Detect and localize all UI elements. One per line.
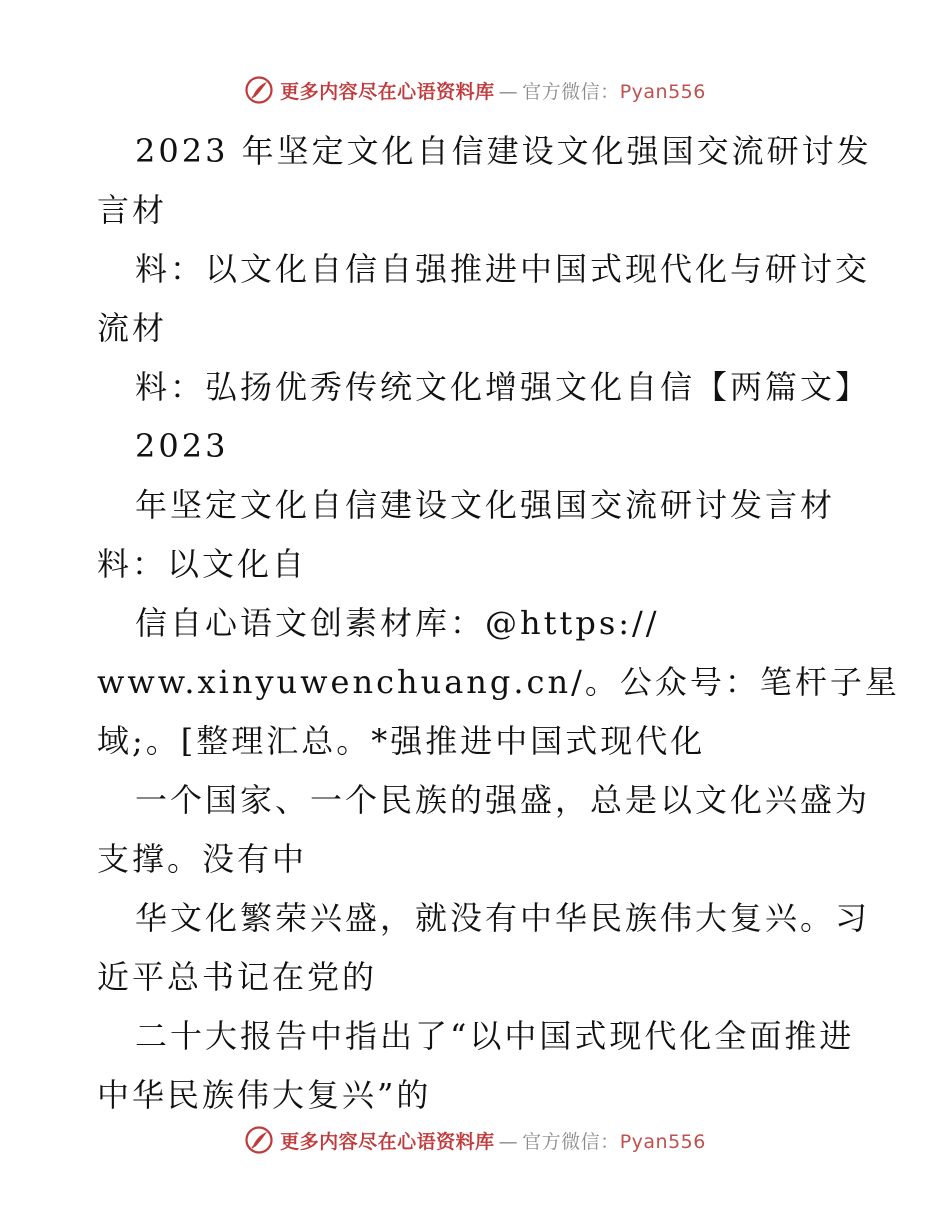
text-line: 近平总书记在党的 [97,958,378,996]
text-line: 料：以文化自信自强推进中国式现代化与研讨交 [135,250,871,288]
text-line: www.xinyuwenchuang.cn/。公众号：笔杆子星 [97,663,900,701]
watermark-wechat-id: Pyan556 [619,80,706,103]
text-line: 中华民族伟大复兴”的 [97,1076,432,1114]
watermark-wechat-label: 官方微信： [522,1130,620,1153]
text-line: 华文化繁荣兴盛，就没有中华民族伟大复兴。习 [135,899,871,937]
text-line: 2023 [135,427,229,465]
watermark-wechat-id: Pyan556 [619,1130,706,1153]
text-line: 2023 年坚定文化自信建设文化强国交流研讨发 [135,132,872,170]
header-watermark [0,70,950,110]
text-line: 支撑。没有中 [97,840,308,878]
text-line: 流材 [97,309,168,347]
text-line: 一个国家、一个民族的强盛，总是以文化兴盛为 [135,781,871,819]
watermark-wechat-label: 官方微信： [522,80,620,103]
text-line: 二十大报告中指出了“以中国式现代化全面推进 [135,1017,855,1055]
text-line: 料：弘扬优秀传统文化增强文化自信【两篇文】 [135,368,871,406]
watermark-main-text: 更多内容尽在心语资料库 [280,1130,495,1153]
quill-circle-logo-icon [244,1125,274,1155]
text-line: 言材 [97,191,168,229]
text-line: 料：以文化自 [97,545,308,583]
text-line: 域;。[整理汇总。*强推进中国式现代化 [97,722,706,760]
watermark-dash: — [498,1130,519,1153]
watermark-dash: — [498,80,519,103]
footer-watermark [0,1120,950,1160]
quill-circle-logo-icon [244,75,274,105]
watermark-main-text: 更多内容尽在心语资料库 [280,80,495,103]
text-line: 年坚定文化自信建设文化强国交流研讨发言材 [135,486,836,524]
document-body [97,122,900,1125]
text-line: 信自心语文创素材库：@https:// [135,604,660,642]
